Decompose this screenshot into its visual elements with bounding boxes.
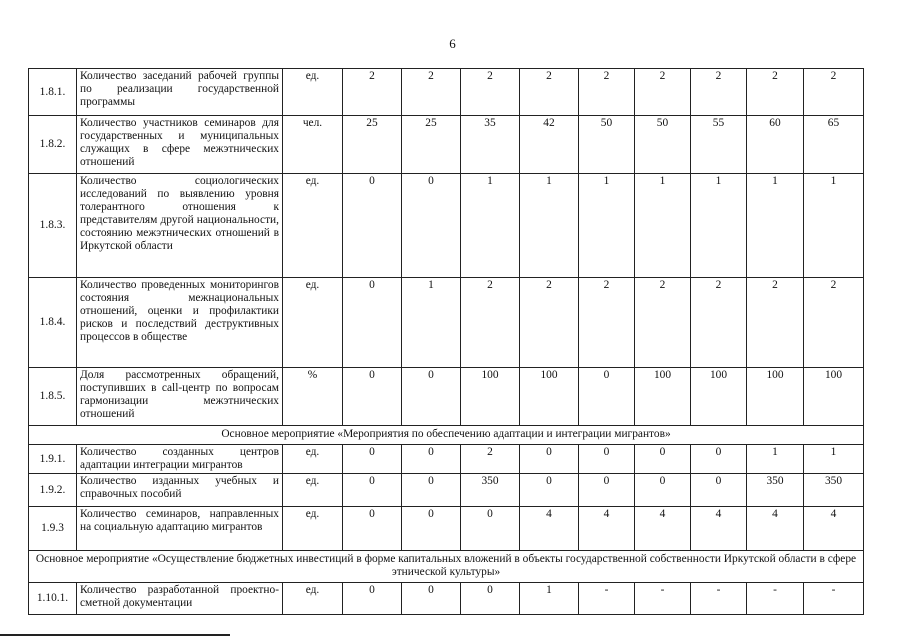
row-number: 1.8.3. [29, 174, 77, 278]
value-cell: 2 [520, 278, 579, 368]
value-cell: 2 [520, 69, 579, 116]
value-cell: 0 [635, 474, 691, 507]
value-cell: 1 [747, 174, 804, 278]
row-number: 1.9.3 [29, 507, 77, 551]
value-cell: 0 [691, 474, 747, 507]
row-number: 1.10.1. [29, 583, 77, 615]
value-cell: 2 [747, 69, 804, 116]
unit-cell: ед. [283, 445, 343, 474]
table-row [29, 368, 864, 426]
value-cell: 0 [343, 174, 402, 278]
section-title: Основное мероприятие «Осуществление бюджетных инвестиций в форме капитальных вложений в объекты государственной собственности Иркутской области в сфере этнической культуры» [29, 551, 864, 583]
value-cell: 4 [691, 507, 747, 551]
value-cell: 0 [691, 445, 747, 474]
value-cell: 1 [402, 278, 461, 368]
unit-cell: ед. [283, 583, 343, 615]
value-cell: 0 [520, 445, 579, 474]
value-cell: 50 [579, 116, 635, 174]
value-cell: 100 [520, 368, 579, 426]
value-cell: 2 [579, 69, 635, 116]
value-cell: 1 [691, 174, 747, 278]
value-cell: 0 [343, 445, 402, 474]
value-cell: 350 [461, 474, 520, 507]
value-cell: 100 [804, 368, 864, 426]
indicator-name: Количество заседаний рабочей группы по реализации государственной программы [77, 69, 283, 116]
value-cell: 2 [461, 69, 520, 116]
value-cell: 2 [461, 278, 520, 368]
unit-cell: ед. [283, 278, 343, 368]
table-row [29, 583, 864, 615]
value-cell: 1 [579, 174, 635, 278]
unit-cell: ед. [283, 69, 343, 116]
value-cell: 42 [520, 116, 579, 174]
value-cell: 4 [804, 507, 864, 551]
value-cell: 0 [579, 474, 635, 507]
indicator-name: Количество социологических исследований по выявлению уровня толерантного отношения к представителям другой национальности, состоянию межэтнических отношений в Иркутской области [77, 174, 283, 278]
value-cell: 0 [343, 368, 402, 426]
value-cell: 2 [635, 278, 691, 368]
indicator-name: Доля рассмотренных обращений, поступивших в call-центр по вопросам гармонизации межэтнических отношений [77, 368, 283, 426]
value-cell: 2 [747, 278, 804, 368]
value-cell: 350 [804, 474, 864, 507]
value-cell: 0 [402, 507, 461, 551]
row-number: 1.8.5. [29, 368, 77, 426]
value-cell: 0 [402, 368, 461, 426]
indicators-table [28, 68, 864, 615]
table-row [29, 474, 864, 507]
value-cell: 25 [343, 116, 402, 174]
page-edge-line [0, 634, 230, 636]
unit-cell: ед. [283, 507, 343, 551]
section-title: Основное мероприятие «Мероприятия по обеспечению адаптации и интеграции мигрантов» [29, 426, 864, 445]
value-cell: - [691, 583, 747, 615]
value-cell: 4 [520, 507, 579, 551]
value-cell: 0 [520, 474, 579, 507]
value-cell: 1 [747, 445, 804, 474]
value-cell: 2 [804, 278, 864, 368]
value-cell: 4 [747, 507, 804, 551]
table-row [29, 278, 864, 368]
indicator-name: Количество разработанной проектно-сметной документации [77, 583, 283, 615]
value-cell: 65 [804, 116, 864, 174]
value-cell: - [635, 583, 691, 615]
value-cell: 2 [691, 69, 747, 116]
value-cell: 0 [461, 583, 520, 615]
value-cell: 2 [343, 69, 402, 116]
row-number: 1.9.2. [29, 474, 77, 507]
value-cell: 100 [747, 368, 804, 426]
value-cell: 0 [402, 174, 461, 278]
row-number: 1.8.2. [29, 116, 77, 174]
value-cell: 1 [804, 445, 864, 474]
value-cell: - [747, 583, 804, 615]
value-cell: 0 [343, 278, 402, 368]
value-cell: 100 [461, 368, 520, 426]
value-cell: 1 [804, 174, 864, 278]
value-cell: 1 [520, 174, 579, 278]
section-row [29, 551, 864, 583]
value-cell: 0 [402, 583, 461, 615]
value-cell: 350 [747, 474, 804, 507]
unit-cell: ед. [283, 474, 343, 507]
value-cell: 0 [461, 507, 520, 551]
table-row [29, 445, 864, 474]
indicator-name: Количество семинаров, направленных на социальную адаптацию мигрантов [77, 507, 283, 551]
value-cell: 0 [343, 507, 402, 551]
table-row [29, 69, 864, 116]
value-cell: 0 [579, 368, 635, 426]
table-row [29, 174, 864, 278]
row-number: 1.9.1. [29, 445, 77, 474]
section-row [29, 426, 864, 445]
indicator-name: Количество изданных учебных и справочных пособий [77, 474, 283, 507]
value-cell: 25 [402, 116, 461, 174]
value-cell: 60 [747, 116, 804, 174]
value-cell: 0 [635, 445, 691, 474]
unit-cell: чел. [283, 116, 343, 174]
unit-cell: % [283, 368, 343, 426]
value-cell: 0 [579, 445, 635, 474]
value-cell: 1 [635, 174, 691, 278]
value-cell: 2 [579, 278, 635, 368]
value-cell: 100 [691, 368, 747, 426]
row-number: 1.8.1. [29, 69, 77, 116]
table-row [29, 507, 864, 551]
value-cell: 0 [402, 474, 461, 507]
value-cell: 0 [343, 583, 402, 615]
value-cell: 2 [804, 69, 864, 116]
page-number: 6 [449, 36, 456, 51]
indicator-name: Количество участников семинаров для государственных и муниципальных служащих в сфере межэтнических отношений [77, 116, 283, 174]
indicator-name: Количество проведенных мониторингов состояния межнациональных отношений, оценки и профилактики рисков и последствий деструктивных процессов в обществе [77, 278, 283, 368]
value-cell: - [804, 583, 864, 615]
value-cell: 4 [579, 507, 635, 551]
row-number: 1.8.4. [29, 278, 77, 368]
indicator-name: Количество созданных центров адаптации интеграции мигрантов [77, 445, 283, 474]
value-cell: 50 [635, 116, 691, 174]
value-cell: 55 [691, 116, 747, 174]
value-cell: 4 [635, 507, 691, 551]
value-cell: 1 [461, 174, 520, 278]
value-cell: 2 [635, 69, 691, 116]
value-cell: 100 [635, 368, 691, 426]
value-cell: 35 [461, 116, 520, 174]
unit-cell: ед. [283, 174, 343, 278]
value-cell: 1 [520, 583, 579, 615]
value-cell: 0 [343, 474, 402, 507]
value-cell: 2 [691, 278, 747, 368]
value-cell: 0 [402, 445, 461, 474]
value-cell: 2 [402, 69, 461, 116]
value-cell: 2 [461, 445, 520, 474]
value-cell: - [579, 583, 635, 615]
table-row [29, 116, 864, 174]
